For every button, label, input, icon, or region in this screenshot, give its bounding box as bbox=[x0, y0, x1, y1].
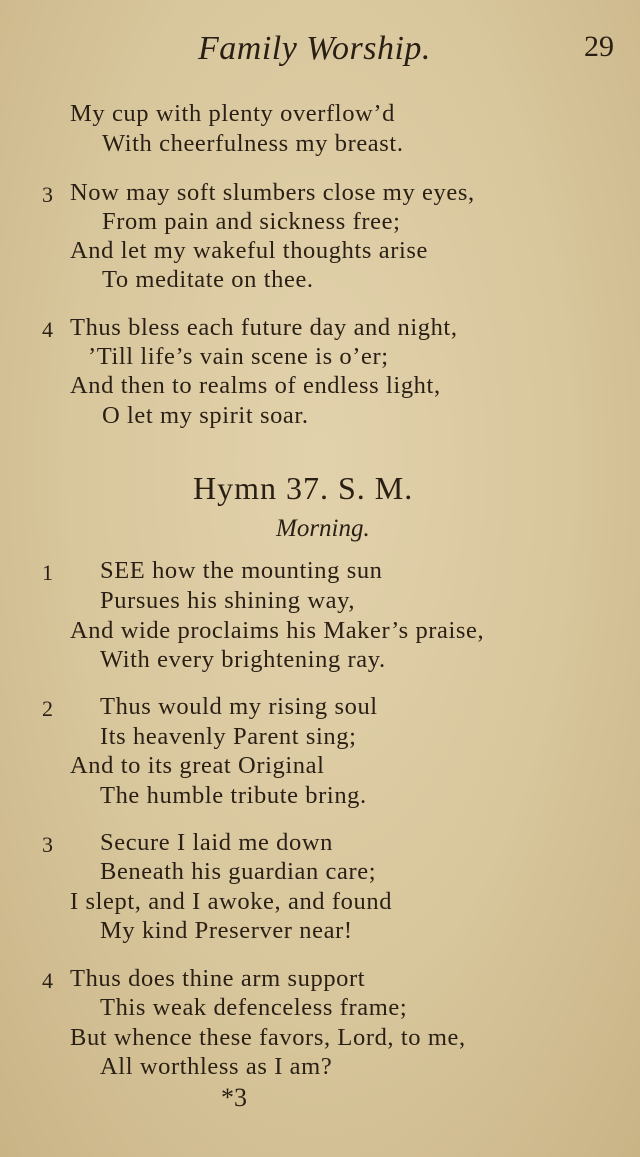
verse-line: I slept, and I awoke, and found bbox=[70, 888, 393, 915]
verse-line: My kind Preserver near! bbox=[100, 917, 353, 944]
stanza-number: 1 bbox=[42, 560, 53, 585]
stanza-number: 3 bbox=[42, 182, 53, 207]
page-number: 29 bbox=[584, 30, 614, 63]
verse-line: With every brightening ray. bbox=[100, 646, 386, 673]
verse-line: Now may soft slumbers close my eyes, bbox=[70, 179, 475, 206]
verse-line: Beneath his guardian care; bbox=[100, 858, 377, 885]
stanza-number: 4 bbox=[42, 968, 53, 993]
stanza-number: 4 bbox=[42, 317, 53, 342]
verse-line: And let my wakeful thoughts arise bbox=[70, 237, 428, 264]
stanza-number: 2 bbox=[42, 696, 53, 721]
verse-line: Its heavenly Parent sing; bbox=[100, 723, 357, 750]
running-header-title: Family Worship. bbox=[198, 30, 431, 67]
hymn-subtitle: Morning. bbox=[276, 515, 370, 542]
signature-mark: *3 bbox=[221, 1083, 247, 1112]
verse-line: From pain and sickness free; bbox=[102, 208, 401, 235]
verse-line: Thus bless each future day and night, bbox=[70, 314, 458, 341]
verse-line: This weak defenceless frame; bbox=[100, 994, 408, 1021]
verse-line: SEE how the mounting sun bbox=[100, 557, 383, 584]
verse-line: With cheerfulness my breast. bbox=[102, 130, 404, 157]
verse-line: All worthless as I am? bbox=[100, 1053, 333, 1080]
verse-line: And wide proclaims his Maker’s praise, bbox=[70, 617, 485, 644]
verse-line: The humble tribute bring. bbox=[100, 782, 367, 809]
verse-line: Thus would my rising soul bbox=[100, 693, 378, 720]
verse-line: And to its great Original bbox=[70, 752, 325, 779]
verse-line: But whence these favors, Lord, to me, bbox=[70, 1024, 466, 1051]
verse-line: Thus does thine arm support bbox=[70, 965, 366, 992]
verse-line: And then to realms of endless light, bbox=[70, 372, 441, 399]
verse-line: Secure I laid me down bbox=[100, 829, 334, 856]
verse-line: My cup with plenty overflow’d bbox=[70, 100, 395, 127]
stanza-number: 3 bbox=[42, 832, 53, 857]
verse-line: To meditate on thee. bbox=[102, 266, 314, 293]
verse-line: O let my spirit soar. bbox=[102, 402, 309, 429]
verse-line: ’Till life’s vain scene is o’er; bbox=[88, 343, 389, 370]
hymn-title: Hymn 37. S. M. bbox=[193, 470, 414, 506]
verse-line: Pursues his shining way, bbox=[100, 587, 356, 614]
